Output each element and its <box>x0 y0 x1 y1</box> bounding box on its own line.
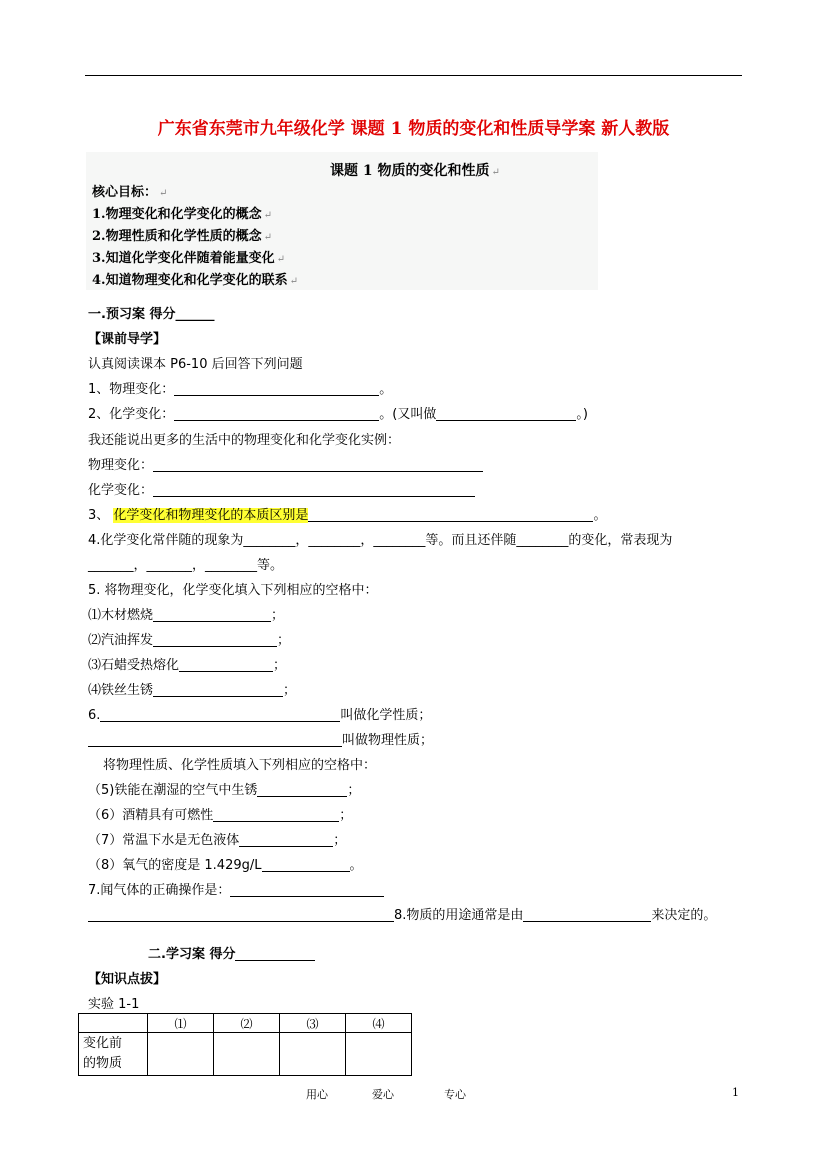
q6-item-5: （5)铁能在潮湿的空气中生锈 ； <box>88 783 361 798</box>
section2-subheading: 【知识点拔】 <box>88 972 167 987</box>
scan-goal-4: 4.知道物理变化和化学变化的联系 ↵ <box>92 273 298 288</box>
table-header-cell: ⑴ <box>148 1014 214 1033</box>
answer-blank[interactable] <box>100 707 340 722</box>
table-cell[interactable] <box>346 1033 412 1076</box>
section1-heading: 一.预习案 得分______ <box>88 307 215 322</box>
question-6a: 6. 叫做化学性质； <box>88 708 432 723</box>
score-blank[interactable] <box>235 946 315 961</box>
table-row <box>79 1033 412 1076</box>
q5-item-4: ⑷铁丝生锈 ； <box>88 683 297 698</box>
document-title: 广东省东莞市九年级化学 课题 1 物质的变化和性质导学案 新人教版 <box>157 119 670 139</box>
section1-subheading: 【课前导学】 <box>88 332 167 347</box>
page-number: 1 <box>732 1086 739 1099</box>
answer-blank[interactable] <box>436 406 576 421</box>
scan-goals-label: 核心目标： ↵ <box>92 185 168 200</box>
answer-blank[interactable] <box>153 682 283 697</box>
table-cell[interactable] <box>148 1033 214 1076</box>
q5-item-3: ⑶石蜡受热熔化 ； <box>88 658 287 673</box>
question-6b: 叫做物理性质； <box>88 729 433 748</box>
question-7: 7.闻气体的正确操作是： <box>88 879 384 898</box>
question-5: 5. 将物理变化，化学变化填入下列相应的空格中： <box>88 583 378 598</box>
table-header-cell: ⑶ <box>280 1014 346 1033</box>
answer-blank[interactable] <box>88 907 394 922</box>
chemical-change-examples: 化学变化： <box>88 479 475 498</box>
answer-blank[interactable] <box>174 381 379 396</box>
question-6-intro: 将物理性质、化学性质填入下列相应的空格中： <box>103 758 377 773</box>
experiment-label: 实验 1-1 <box>88 997 140 1012</box>
row-label: 变化前 的物质 <box>79 1033 148 1076</box>
answer-blank[interactable] <box>213 807 339 822</box>
scan-heading: 课题 1 物质的变化和性质 ↵ <box>330 163 500 179</box>
answer-blank[interactable] <box>230 882 384 897</box>
table-row <box>79 1014 412 1033</box>
footer-item: 用心 <box>306 1088 328 1101</box>
question-3: 3、 化学变化和物理变化的本质区别是 。 <box>88 508 607 523</box>
answer-blank[interactable] <box>523 907 651 922</box>
answer-blank[interactable] <box>257 782 347 797</box>
q5-item-2: ⑵汽油挥发 ； <box>88 633 291 648</box>
examples-prompt: 我还能说出更多的生活中的物理变化和化学变化实例： <box>88 433 401 448</box>
answer-blank[interactable] <box>179 657 273 672</box>
goals-scan-image <box>86 152 598 290</box>
table-cell[interactable] <box>280 1033 346 1076</box>
section1-intro: 认真阅读课本 P6-10 后回答下列问题 <box>88 357 303 372</box>
q5-item-1: ⑴木材燃烧 ； <box>88 608 285 623</box>
footer-item: 专心 <box>444 1088 466 1101</box>
scan-goal-3: 3.知道化学变化伴随着能量变化 ↵ <box>92 251 285 266</box>
answer-blank[interactable] <box>262 857 350 872</box>
section2-heading: 二.学习案 得分 <box>148 943 315 962</box>
header-rule <box>85 75 742 76</box>
answer-blank[interactable] <box>153 457 483 472</box>
question-2: 2、化学变化： 。(又叫做 。) <box>88 407 588 422</box>
question-4-cont: _______，_______，________等。 <box>88 558 284 573</box>
scan-goal-1: 1.物理变化和化学变化的概念 ↵ <box>92 207 272 222</box>
footer-item: 爱心 <box>372 1088 394 1101</box>
physical-change-examples: 物理变化： <box>88 454 483 473</box>
q6-item-8: （8）氧气的密度是 1.429g/L 。 <box>88 858 363 873</box>
question-7-8: 8.物质的用途通常是由 来决定的。 <box>88 904 716 923</box>
q6-item-7: （7）常温下水是无色液体 ； <box>88 833 347 848</box>
question-4: 4.化学变化常伴随的现象为________，________，________等。而且还伴随________的变化，常表现为 <box>88 533 673 548</box>
question-1: 1、物理变化： 。 <box>88 382 393 397</box>
table-header-cell <box>79 1014 148 1033</box>
answer-blank[interactable] <box>153 632 277 647</box>
table-header-cell: ⑵ <box>214 1014 280 1033</box>
experiment-table <box>78 1013 412 1076</box>
answer-blank[interactable] <box>153 607 271 622</box>
table-header-cell: ⑷ <box>346 1014 412 1033</box>
answer-blank[interactable] <box>239 832 333 847</box>
answer-blank[interactable] <box>153 482 475 497</box>
table-cell[interactable] <box>214 1033 280 1076</box>
answer-blank[interactable] <box>174 406 379 421</box>
q6-item-6: （6）酒精具有可燃性 ； <box>88 808 353 823</box>
answer-blank[interactable] <box>308 507 593 522</box>
scan-goal-2: 2.物理性质和化学性质的概念 ↵ <box>92 229 272 244</box>
answer-blank[interactable] <box>88 732 342 747</box>
